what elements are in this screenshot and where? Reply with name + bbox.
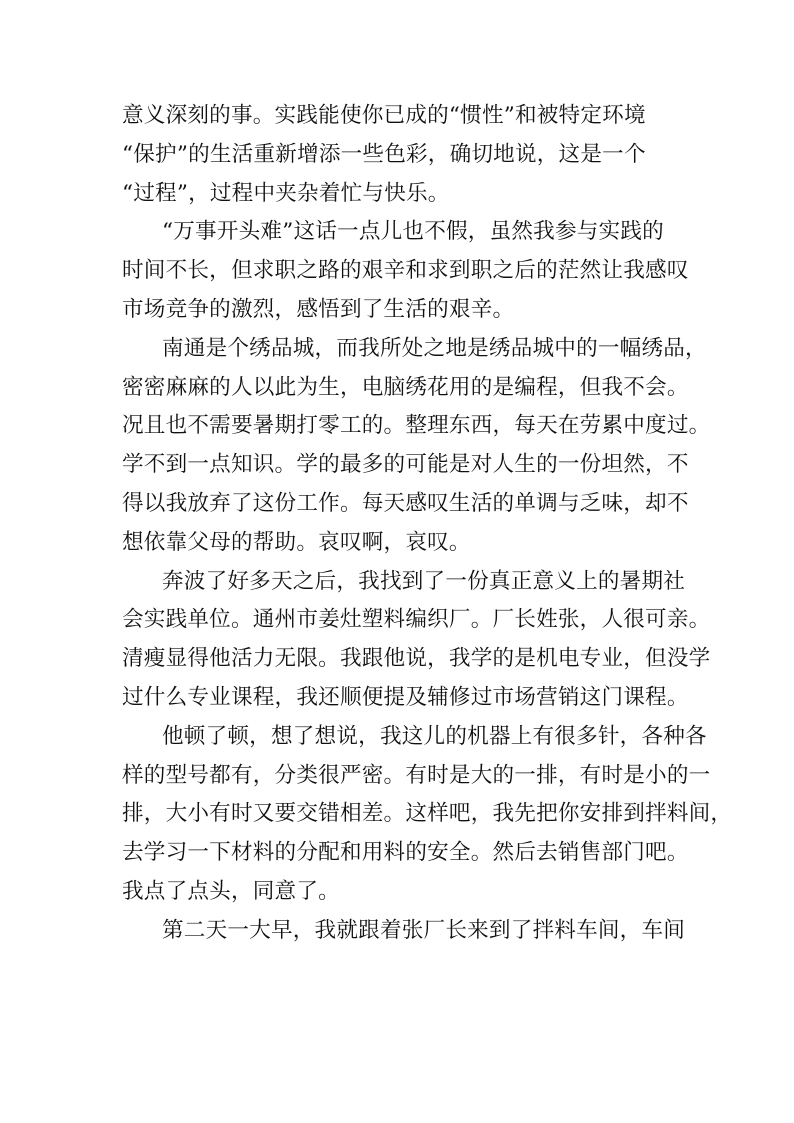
paragraph-first-line: 奔波了好多天之后，我找到了一份真正意义上的暑期社 bbox=[162, 568, 686, 594]
text-line: 况且也不需要暑期打零工的。整理东西，每天在劳累中度过。 bbox=[122, 413, 711, 439]
paragraph-first-line: 他顿了顿，想了想说，我这儿的机器上有很多针，各种各 bbox=[162, 723, 707, 749]
text-line: 排，大小有时又要交错相差。这样吧，我先把你安排到拌料间， bbox=[122, 801, 733, 827]
text-line: 会实践单位。通州市姜灶塑料编织厂。厂长姓张，人很可亲。 bbox=[122, 607, 711, 633]
paragraph-first-line: 第二天一大早，我就跟着张厂长来到了拌料车间，车间 bbox=[162, 917, 686, 943]
text-line: “过程”，过程中夹杂着忙与快乐。 bbox=[122, 180, 450, 206]
text-line: 过什么专业课程，我还顺便提及辅修过市场营销这门课程。 bbox=[122, 684, 689, 710]
text-line: 样的型号都有，分类很严密。有时是大的一排，有时是小的一 bbox=[122, 762, 711, 788]
text-line: 意义深刻的事。实践能使你已成的“惯性”和被特定环境 bbox=[122, 103, 646, 128]
document-body bbox=[122, 97, 733, 951]
text-line: 市场竞争的激烈，感悟到了生活的艰辛。 bbox=[122, 296, 515, 322]
text-line: 时间不长，但求职之路的艰辛和求到职之后的茫然让我感叹 bbox=[122, 258, 689, 284]
text-line: 我点了点头，同意了。 bbox=[122, 878, 340, 904]
paragraph-first-line: “万事开头难”这话一点儿也不假，虽然我参与实践的 bbox=[162, 219, 664, 245]
text-line: 密密麻麻的人以此为生，电脑绣花用的是编程，但我不会。 bbox=[122, 374, 689, 400]
text-line: 学不到一点知识。学的最多的可能是对人生的一份坦然，不 bbox=[122, 452, 689, 478]
text-line: 清瘦显得他活力无限。我跟他说，我学的是机电专业，但没学 bbox=[122, 646, 711, 672]
text-line: 得以我放弃了这份工作。每天感叹生活的单调与乏味，却不 bbox=[122, 490, 689, 516]
text-line: 想依靠父母的帮助。哀叹啊，哀叹。 bbox=[122, 529, 471, 555]
text-line: “保护”的生活重新增添一些色彩，确切地说，这是一个 bbox=[122, 141, 646, 167]
text-line: 去学习一下材料的分配和用料的安全。然后去销售部门吧。 bbox=[122, 840, 689, 866]
paragraph-first-line: 南通是个绣品城，而我所处之地是绣品城中的一幅绣品， bbox=[162, 335, 707, 361]
